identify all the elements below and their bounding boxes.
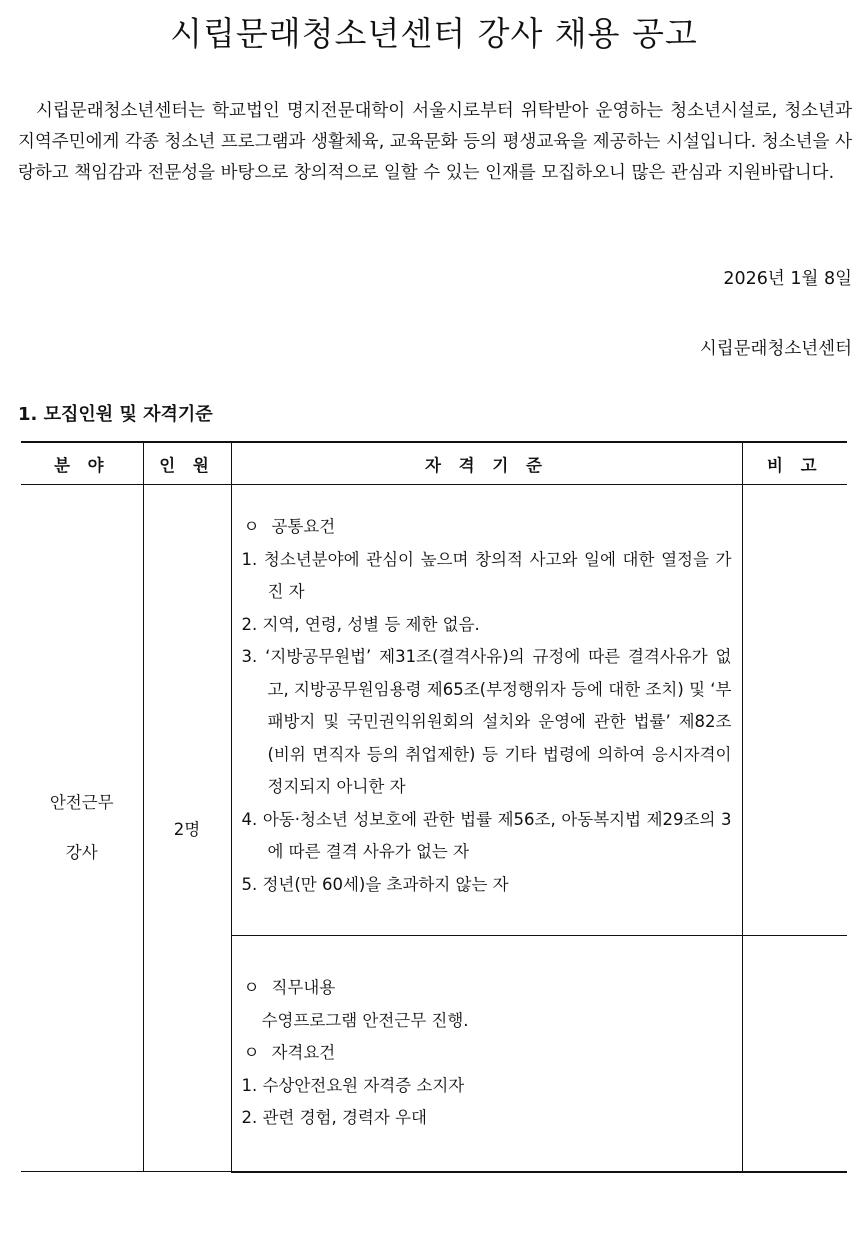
list-item: 1. 청소년분야에 관심이 높으며 창의적 사고와 일에 대한 열정을 가진 자	[241, 549, 732, 601]
list-item: 4. 아동·청소년 성보호에 관한 법률 제56조, 아동복지법 제29조의 3에 따른 결격 사유가 없는 자	[241, 809, 732, 861]
circle-bullet-icon: ㅇ	[243, 978, 260, 997]
circle-bullet-icon: ㅇ	[243, 517, 260, 536]
list-item: 1. 수상안전요원 자격증 소지자	[241, 1075, 465, 1095]
duty-heading: ㅇ 직무내용	[243, 978, 336, 997]
header-field: 분 야	[21, 442, 143, 485]
page-title: 시립문래청소년센터 강사 채용 공고	[170, 14, 698, 53]
intro-paragraph: 시립문래청소년센터는 학교법인 명지전문대학이 서울시로부터 위탁받아 운영하는 청소년시설로, 청소년과 지역주민에게 각종 청소년 프로그램과 생활체육, 교육문화 등의 평생교육을 제공하는 시설입니다. 청소년을 사랑하고 책임감과 전문성을 바탕으로 창의적으로 일할 수 있는 인재를 모집하오니 많은 관심과 지원바랍니다.	[18, 101, 852, 183]
duty-requirements-cell	[231, 936, 742, 1172]
field-name-line2: 강사	[65, 843, 98, 862]
organization-name: 시립문래청소년센터	[699, 339, 852, 359]
field-name-line1: 안전근무	[49, 793, 114, 812]
note-cell	[742, 936, 847, 1172]
section-heading-recruitment: 1. 모집인원 및 자격기준	[18, 404, 213, 425]
header-count: 인 원	[143, 442, 231, 485]
headcount-cell: 2명	[143, 485, 231, 1172]
common-requirements-heading: ㅇ 공통요건	[243, 517, 336, 536]
table-header-row	[21, 442, 847, 485]
list-item: 2. 관련 경험, 경력자 우대	[241, 1108, 427, 1127]
list-item: 3. ‘지방공무원법’ 제31조(결격사유)의 규정에 따른 결격사유가 없고, 지방공무원임용령 제65조(부정행위자 등에 대한 조치) 및 ‘부패방지 및 국민권익위원회의 설치와 운영에 관한 법률’ 제82조(비위 면직자 등의 취업제한) 등 기타 법령에 의하여 응시자격이 정지되지 아니한 자	[241, 647, 732, 796]
recruitment-table	[21, 441, 847, 1173]
list-item: 2. 지역, 연령, 성별 등 제한 없음.	[241, 614, 480, 634]
duty-description: 수영프로그램 안전근무 진행.	[261, 1010, 469, 1030]
header-qualification: 자 격 기 준	[231, 442, 742, 485]
header-note: 비 고	[742, 442, 847, 485]
requirement-heading: ㅇ 자격요건	[243, 1043, 336, 1062]
common-requirements-cell	[231, 485, 742, 936]
table-row	[21, 485, 847, 936]
circle-bullet-icon: ㅇ	[243, 1043, 260, 1062]
note-cell	[742, 485, 847, 936]
announcement-date: 2026년 1월 8일	[723, 269, 852, 289]
list-item: 5. 정년(만 60세)을 초과하지 않는 자	[241, 874, 509, 894]
field-cell	[21, 485, 143, 1172]
